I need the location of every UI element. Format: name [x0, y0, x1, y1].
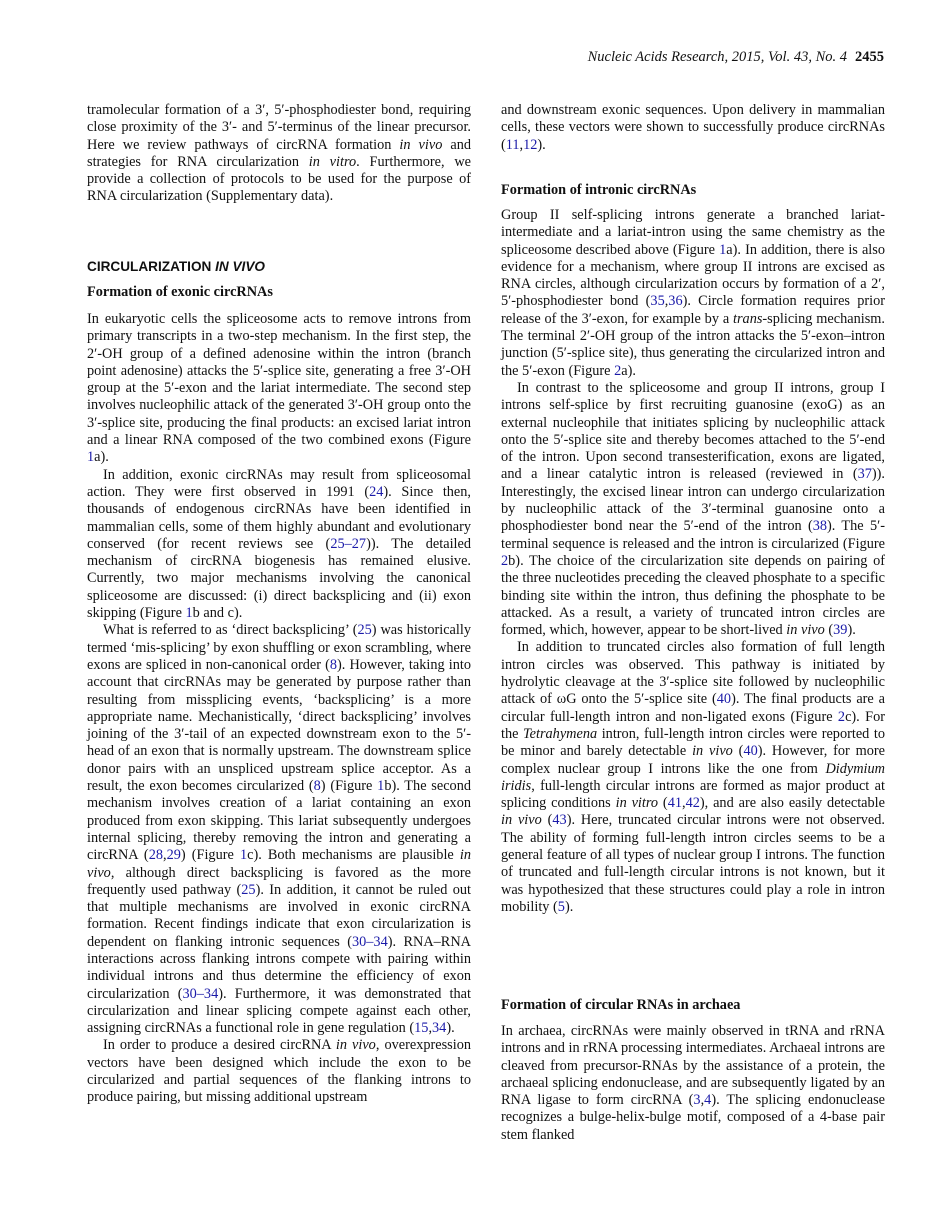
italic-term: Tetrahymena [523, 725, 598, 742]
reference-link[interactable]: 24 [369, 483, 384, 500]
subsection-title-exonic: Formation of exonic circRNAs [87, 284, 273, 300]
reference-link[interactable]: 4 [704, 1092, 712, 1109]
reference-link[interactable]: 39 [833, 622, 848, 639]
reference-link[interactable]: 8 [313, 778, 321, 795]
reference-link[interactable]: 2 [614, 362, 622, 379]
reference-link[interactable]: 1 [377, 778, 385, 795]
italic-term: in vitro [615, 795, 659, 812]
reference-link[interactable]: 1 [719, 241, 727, 258]
paragraph: In archaea, circRNAs were mainly observed in tRNA and rRNA introns and in rRNA processing intermediates. Archaeal introns are cleaved from precursor-RNAs by the assistance of a protein, the archaeal splicing endonuclease, and are subsequently ligated by an RNA ligase to form circRNA (3,4). The splicing endonuclease recognizes a bulge-helix-bulge motif, composed of a 4-base pair stem flanked [501, 1023, 885, 1143]
reference-link[interactable]: 25 [241, 881, 256, 898]
reference-link[interactable]: 29 [166, 847, 181, 864]
reference-link[interactable]: 38 [812, 518, 828, 535]
paragraph: In addition, exonic circRNAs may result from spliceosomal action. They were first observed in 1991 (24). Since then, thousands of endogenous circRNAs have been identified in mammalian cells, some of them highly abundant and evolutionary conserved (for recent reviews see (25–27)). The detailed mechanism of circRNA biogenesis has remained elusive. Currently, two major mechanisms involving the canonical spliceosome are discussed: (i) direct backsplicing and (ii) exon skipping (Figure 1b and c). [87, 466, 472, 622]
paragraph: In addition to truncated circles also formation of full length intron circles was observed. This pathway is initiated by hydrolytic cleavage at the 3′-splice site followed by nucleophilic attack of ωG onto the 5′-splice site (40). The final products are a circular full-length intron and non-ligated exons (Figure 2c). For the Tetrahymena intron, full-length intron circles were reported to be minor and barely detectable in vivo (40). However, for more complex nuclear group I introns like the one from Didymium iridis, full-length circular introns are formed as major product at splicing conditions in vitro (41,42), and are also easily detectable in vivo (43). Here, truncated circular introns were not observed. The ability of forming full-length intron circles seems to be a general feature of all types of nuclear group I introns. The function of truncated and full-length circular introns is not known, but it was hypothesized that these structures could play a role in intron mobility (5). [501, 639, 885, 915]
reference-link[interactable]: 34 [432, 1020, 447, 1037]
reference-link[interactable]: 3 [693, 1092, 701, 1109]
paragraph: In order to produce a desired circRNA in vivo, overexpression vectors have been designed which include the exon to be circularized and partial sequences of the flanking introns to produce pairing, but missing additional upstream [87, 1037, 471, 1106]
reference-link[interactable]: 1 [239, 847, 248, 864]
reference-link[interactable]: 40 [716, 691, 732, 708]
continued-paragraph: and downstream exonic sequences. Upon delivery in mammalian cells, these vectors were shown to successfully produce circRNAs (11,12). [501, 102, 885, 153]
running-header [588, 49, 884, 66]
italic-term: in vivo [87, 847, 472, 881]
reference-link[interactable]: 1 [185, 605, 193, 622]
italic-term: trans [733, 310, 763, 327]
reference-link[interactable]: 42 [685, 795, 700, 812]
reference-link[interactable]: 12 [523, 136, 538, 153]
reference-link[interactable]: 25–27 [330, 535, 367, 552]
italic-term: Didymium iridis [501, 760, 885, 794]
reference-link[interactable]: 30–34 [351, 933, 388, 950]
italic-term: in vivo [501, 812, 542, 829]
reference-link[interactable]: 35 [650, 293, 665, 310]
paragraph: In eukaryotic cells the spliceosome acts to remove introns from primary transcripts in a two-step mechanism. In the first step, the 2′-OH group of a defined adenosine within the intron (branch point adenosine) attacks the 5′-splice site, generating a free 3′-OH group at the 5′-exon and the lariat intermediate. The second step involves nucleophilic attack of the generated 3′-OH group onto the 3′-splice site, producing the final products: an excised lariat intron and a linear RNA composed of the two combined exons (Figure 1a). [87, 311, 471, 466]
italic-term: in vitro [308, 153, 357, 170]
reference-link[interactable]: 1 [87, 449, 95, 466]
section-title-text: CIRCULARIZATION [87, 259, 212, 274]
section-title-italic: IN VIVO [215, 259, 265, 274]
reference-link[interactable]: 8 [329, 656, 338, 673]
subsection-title-archaea: Formation of circular RNAs in archaea [501, 997, 741, 1013]
reference-link[interactable]: 43 [552, 812, 567, 829]
italic-term: in vivo [692, 743, 733, 760]
reference-link[interactable]: 28 [148, 847, 163, 864]
page-number: 2455 [855, 49, 884, 65]
reference-link[interactable]: 2 [837, 708, 846, 725]
reference-link[interactable]: 40 [743, 743, 758, 760]
reference-link[interactable]: 11 [505, 136, 520, 153]
italic-term: in vivo [335, 1037, 376, 1054]
reference-link[interactable]: 5 [557, 898, 565, 915]
reference-link[interactable]: 41 [667, 795, 682, 812]
paragraph: Group II self-splicing introns generate a branched lariat-intermediate and a lariat-intron using the same chemistry as the spliceosome described above (Figure 1a). In addition, there is also evidence for a mechanism, where group II introns are excised as RNA circles, although circularization occurs by formation of a 2′, 5′-phosphodiester bond (35,36). Circle formation requires prior release of the 3′-exon, for example by a trans-splicing mechanism. The terminal 2′-OH group of the intron attacks the 5′-exon–intron junction (5′-splice site), thus generating the circularized intron and the 5′-exon (Figure 2a). [501, 207, 885, 379]
intro-paragraph: tramolecular formation of a 3′, 5′-phosphodiester bond, requiring close proximity of the 3′- and 5′-terminus of the linear precursor. Here we review pathways of circRNA formation in vivo and strategies for RNA circularization in vitro. Furthermore, we provide a collection of protocols to be used for the purpose of RNA circularization (Supplementary data). [87, 102, 471, 205]
reference-link[interactable]: 37 [857, 466, 872, 483]
subsection-title-intronic: Formation of intronic circRNAs [501, 182, 697, 198]
reference-link[interactable]: 36 [668, 293, 683, 310]
paragraph: What is referred to as ‘direct backsplicing’ (25) was historically termed ‘mis-splicing’ by exon shuffling or exon scrambling, where exons are spliced in non-canonical order (8). However, taking into account that circRNAs may be generated by purpose rather than resulting from missplicing events, ‘backsplicing’ is a more appropriate name. Mechanistically, ‘direct backsplicing’ involves joining of the 3′-tail of an expected downstream exon to the 5′-head of an exon that is normally upstream. The downstream splice donor pairs with an unspliced upstream splice acceptor. As a result, the exon becomes circularized (8) (Figure 1b). The second mechanism involves creation of a lariat containing an exon produced from exon skipping. This lariat subsequently undergoes internal splicing, thereby removing the intron and generating a circRNA (28,29) (Figure 1c). Both mechanisms are plausible in vivo, although direct backsplicing is favored as the more frequently used pathway (25). In addition, it cannot be ruled out that multiple mechanisms are involved in exonic circRNA formation. Recent findings indicate that exon circularization is dependent on flanking intronic sequences (30–34). RNA–RNA interactions across flanking introns compete with pairing within individual introns and thus determine the efficiency of exon circularization (30–34). Furthermore, it was demonstrated that circularization and linear splicing compete against each other, assigning circRNAs a functional role in gene regulation (15,34). [87, 622, 472, 1037]
italic-term: in vivo [399, 136, 443, 153]
reference-link[interactable]: 2 [501, 552, 509, 569]
section-title [87, 258, 471, 275]
reference-link[interactable]: 15 [414, 1020, 429, 1037]
reference-link[interactable]: 25 [357, 622, 372, 639]
reference-link[interactable]: 30–34 [182, 985, 219, 1002]
paragraph: In contrast to the spliceosome and group II introns, group I introns self-splice by first recruiting guanosine (exoG) as an external nucleophile that initiates splicing by nucleophilic attack onto the 5′-splice site and thereby becomes attached to the 5′-end of the intron. Upon second transesterification, exons are ligated, and a linear catalytic intron is released (reviewed in (37)). Interestingly, the excised linear intron can undergo circularization by nucleophilic attack of the 3′-terminal guanosine onto a phosphodiester bond near the 5′-end of the intron (38). The 5′-terminal sequence is released and the intron is circularized (Figure 2b). The choice of the circularization site depends on pairing of the three nucleotides preceding the cleaved phosphate to a specific binding site within the intron, thus defining the phosphate to be attacked. As a result, a variety of truncated intron circles are formed, which, however, appear to be short-lived in vivo (39). [501, 379, 885, 639]
italic-term: in vivo [786, 622, 825, 639]
journal-citation: Nucleic Acids Research, 2015, Vol. 43, No. 4 [587, 49, 847, 65]
